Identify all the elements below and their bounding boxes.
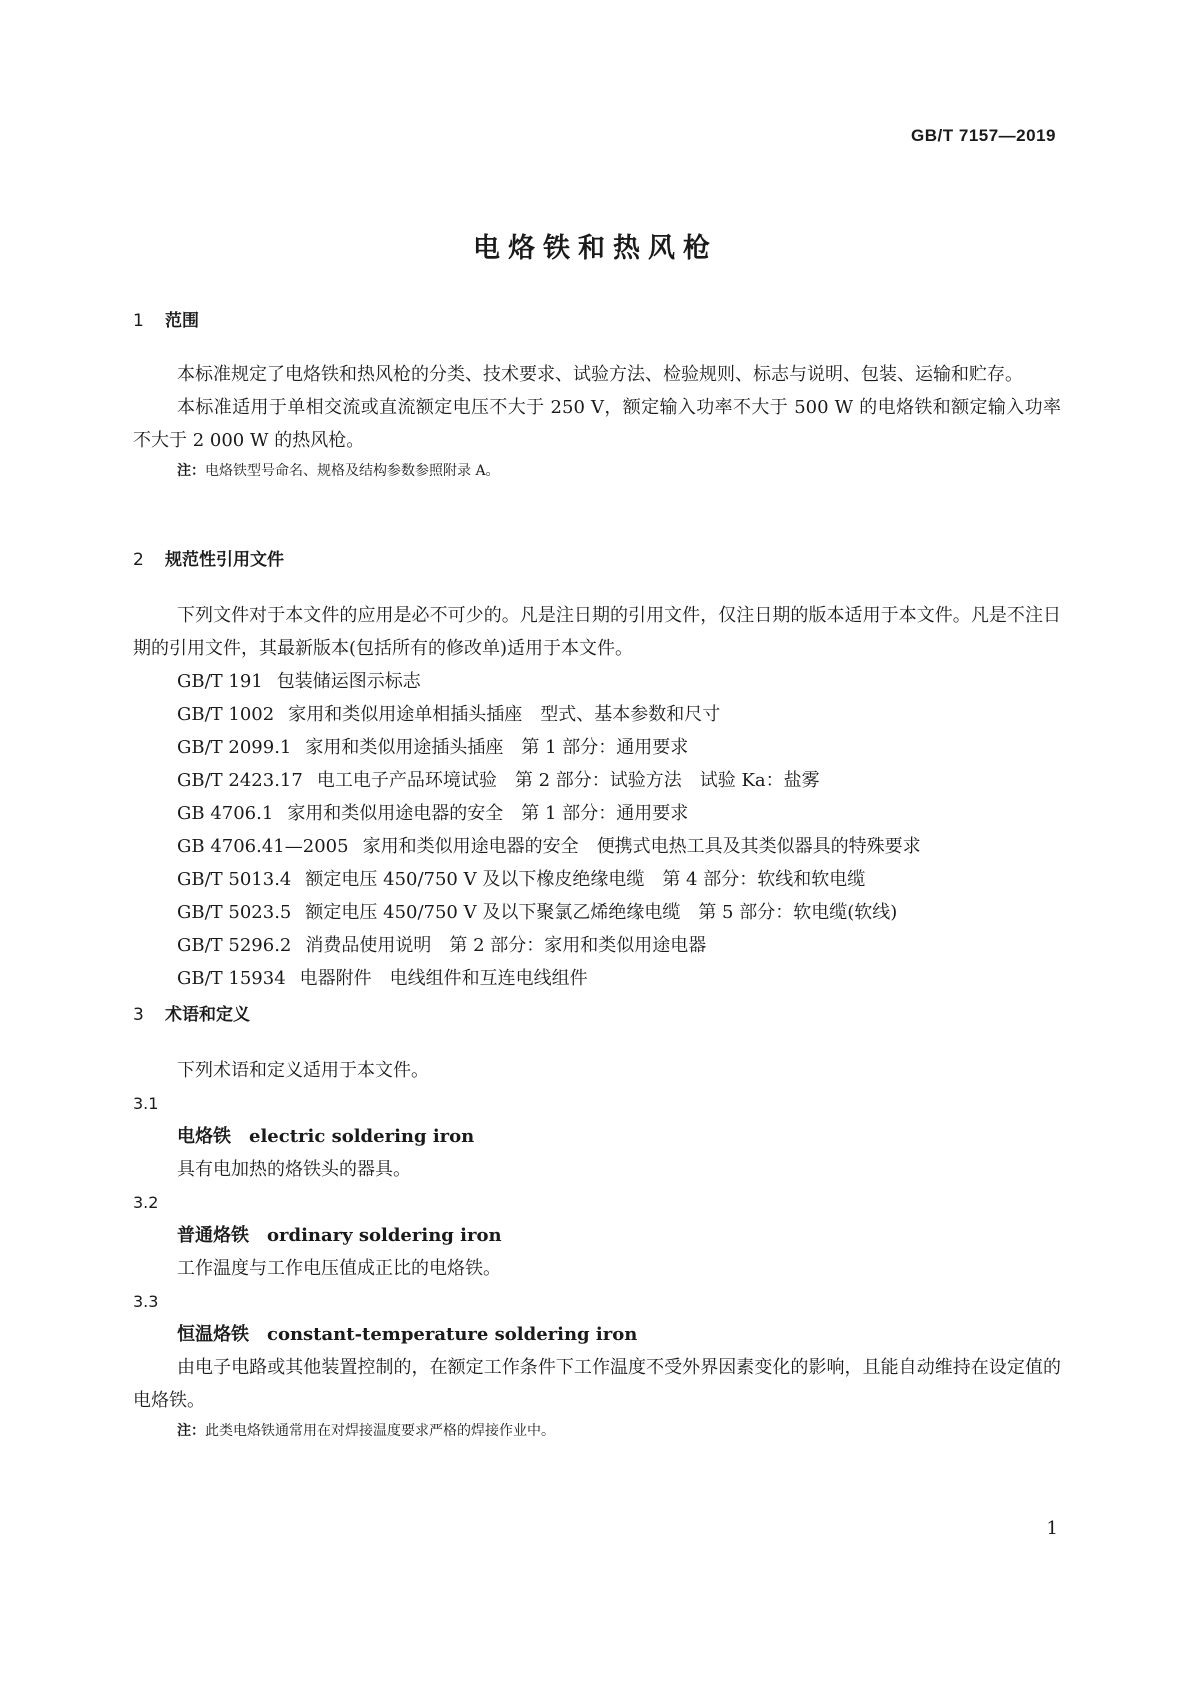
term-definition: 具有电加热的烙铁头的器具。 <box>177 1159 411 1180</box>
reference-item <box>133 698 1061 731</box>
reference-title: 电工电子产品环境试验 第 2 部分：试验方法 试验 Ka：盐雾 <box>316 770 820 791</box>
reference-code: GB/T 15934 <box>177 968 286 989</box>
reference-item <box>133 764 1061 797</box>
section-terms <box>133 1000 1061 1445</box>
section-number: 2 <box>133 550 144 570</box>
reference-code: GB/T 2099.1 <box>177 737 292 758</box>
note <box>133 457 1061 485</box>
term-chinese: 恒温烙铁 <box>177 1324 249 1345</box>
section-title: 术语和定义 <box>165 1005 250 1025</box>
reference-code: GB/T 2423.17 <box>177 770 303 791</box>
term-definition: 由电子电路或其他装置控制的，在额定工作条件下工作温度不受外界因素变化的影响，且能自动维持在设定值的电烙铁。 <box>133 1357 1061 1411</box>
section-heading <box>133 1000 1061 1030</box>
reference-item <box>133 830 1061 863</box>
reference-title: 额定电压 450/750 V 及以下聚氯乙烯绝缘电缆 第 5 部分：软电缆(软线) <box>305 902 898 923</box>
term-number: 3.1 <box>133 1094 159 1113</box>
paragraph: 本标准适用于单相交流或直流额定电压不大于 250 V，额定输入功率不大于 500 W 的电烙铁和额定输入功率不大于 2 000 W 的热风枪。 <box>133 397 1061 451</box>
section-heading <box>133 306 1061 336</box>
term-heading <box>133 1318 1061 1351</box>
reference-item <box>133 863 1061 896</box>
term-entry <box>133 1087 1061 1186</box>
note-text: 此类电烙铁通常用在对焊接温度要求严格的焊接作业中。 <box>205 1423 555 1439</box>
section-title: 规范性引用文件 <box>165 550 284 570</box>
paragraph: 下列术语和定义适用于本文件。 <box>177 1060 429 1081</box>
reference-title: 家用和类似用途单相插头插座 型式、基本参数和尺寸 <box>288 704 721 725</box>
term-chinese: 普通烙铁 <box>177 1225 249 1246</box>
term-number: 3.3 <box>133 1292 159 1311</box>
note-label: 注： <box>177 463 205 479</box>
reference-code: GB 4706.1 <box>177 803 274 824</box>
reference-item <box>133 665 1061 698</box>
term-entry <box>133 1186 1061 1285</box>
reference-title: 包装储运图示标志 <box>276 671 421 692</box>
note-text: 电烙铁型号命名、规格及结构参数参照附录 A。 <box>205 463 500 479</box>
paragraph: 本标准规定了电烙铁和热风枪的分类、技术要求、试验方法、检验规则、标志与说明、包装、运输和贮存。 <box>177 364 1023 385</box>
section-heading <box>133 545 1061 575</box>
term-number: 3.2 <box>133 1193 159 1212</box>
reference-code: GB/T 1002 <box>177 704 275 725</box>
reference-code: GB/T 5023.5 <box>177 902 292 923</box>
reference-code: GB/T 5013.4 <box>177 869 292 890</box>
reference-title: 家用和类似用途电器的安全 便携式电热工具及其类似器具的特殊要求 <box>362 836 921 857</box>
reference-title: 消费品使用说明 第 2 部分：家用和类似用途电器 <box>305 935 707 956</box>
document-title: 电烙铁和热风枪 <box>473 233 718 264</box>
term-definition: 工作温度与工作电压值成正比的电烙铁。 <box>177 1258 501 1279</box>
reference-title: 电器附件 电线组件和互连电线组件 <box>299 968 588 989</box>
section-scope <box>133 306 1061 485</box>
term-english: electric soldering iron <box>249 1126 475 1147</box>
reference-item <box>133 797 1061 830</box>
reference-item <box>133 896 1061 929</box>
term-english: constant-temperature soldering iron <box>267 1324 638 1345</box>
section-number: 3 <box>133 1005 144 1025</box>
reference-list <box>133 665 1061 995</box>
note <box>133 1417 1061 1445</box>
term-english: ordinary soldering iron <box>267 1225 502 1246</box>
section-number: 1 <box>133 311 144 331</box>
reference-item <box>133 731 1061 764</box>
paragraph: 下列文件对于本文件的应用是必不可少的。凡是注日期的引用文件，仅注日期的版本适用于本文件。凡是不注日期的引用文件，其最新版本(包括所有的修改单)适用于本文件。 <box>133 605 1061 659</box>
reference-code: GB/T 191 <box>177 671 263 692</box>
reference-code: GB 4706.41—2005 <box>177 836 349 857</box>
term-heading <box>133 1120 1061 1153</box>
reference-item <box>133 962 1061 995</box>
term-entry <box>133 1285 1061 1417</box>
reference-title: 家用和类似用途电器的安全 第 1 部分：通用要求 <box>287 803 689 824</box>
reference-title: 家用和类似用途插头插座 第 1 部分：通用要求 <box>305 737 689 758</box>
term-heading <box>133 1219 1061 1252</box>
section-title: 范围 <box>165 311 199 331</box>
note-label: 注： <box>177 1423 205 1439</box>
term-chinese: 电烙铁 <box>177 1126 231 1147</box>
standard-code: GB/T 7157—2019 <box>911 126 1056 145</box>
reference-code: GB/T 5296.2 <box>177 935 292 956</box>
reference-item <box>133 929 1061 962</box>
reference-title: 额定电压 450/750 V 及以下橡皮绝缘电缆 第 4 部分：软线和软电缆 <box>305 869 866 890</box>
section-references <box>133 545 1061 995</box>
page-number: 1 <box>1046 1518 1058 1539</box>
